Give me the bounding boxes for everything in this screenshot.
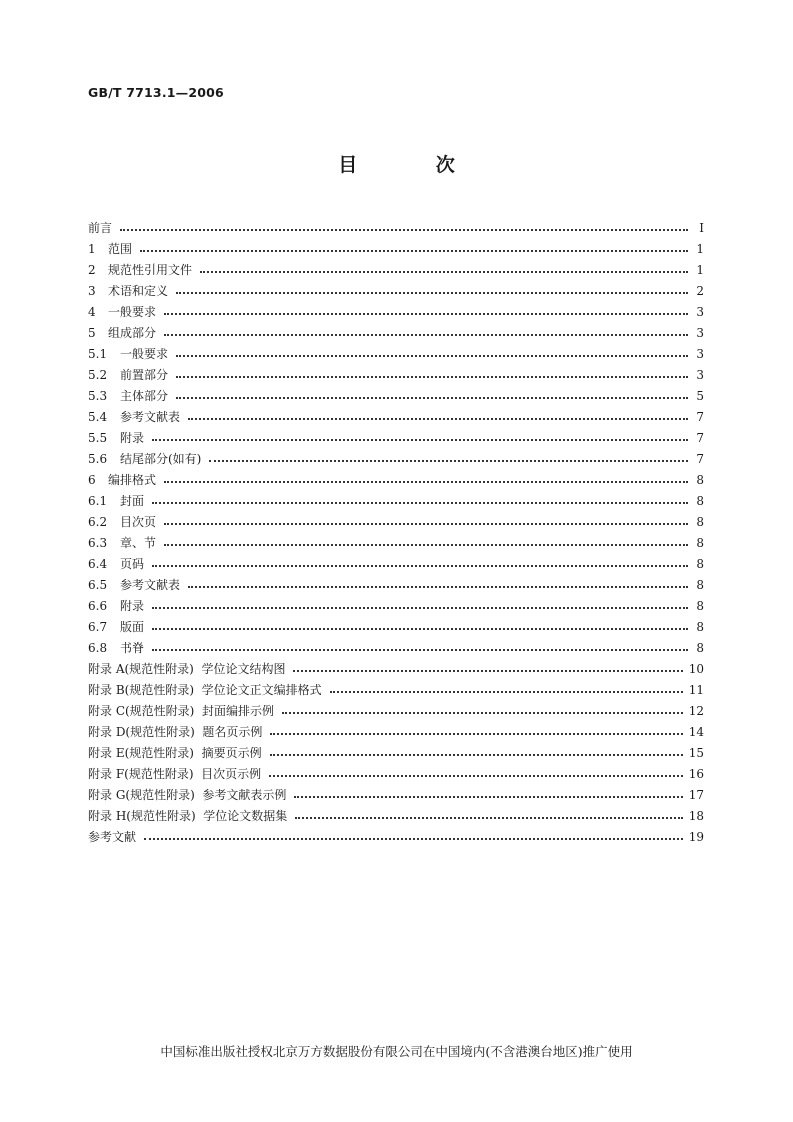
toc-entry-number: 6.2 (88, 515, 108, 529)
toc-entry-title (88, 576, 180, 593)
toc-entry-title (88, 639, 144, 656)
toc-entry-title (88, 555, 144, 572)
toc-entry-number: 5.5 (88, 431, 108, 445)
toc-entry-title (88, 366, 168, 383)
toc-entry-label: 书脊 (120, 641, 145, 655)
dot-leader (293, 669, 682, 672)
toc-entry-page: 17 (688, 787, 704, 802)
toc-entry-label: 目次页 (120, 515, 157, 529)
toc-entry[interactable] (88, 217, 704, 238)
toc-entry-label: 参考文献 (88, 830, 137, 844)
toc-entry-number: 6.8 (88, 641, 108, 655)
toc-entry-label: 附录 D(规范性附录) 题名页示例 (88, 725, 263, 739)
toc-entry-label: 封面 (120, 494, 145, 508)
toc-entry-label: 附录 F(规范性附录) 目次页示例 (88, 767, 262, 781)
dot-leader (140, 249, 688, 252)
toc-entry-label: 附录 A(规范性附录) 学位论文结构图 (88, 662, 286, 676)
toc-entry-page: 16 (688, 766, 704, 781)
dot-leader (164, 480, 688, 483)
toc-entry-page: 10 (688, 661, 704, 676)
toc-entry-title (88, 828, 136, 845)
toc-entry[interactable] (88, 532, 704, 553)
toc-entry[interactable] (88, 385, 704, 406)
toc-entry-title (88, 534, 156, 551)
toc-entry-title (88, 807, 287, 824)
toc-entry[interactable] (88, 826, 704, 847)
toc-entry[interactable] (88, 637, 704, 658)
toc-entry[interactable] (88, 322, 704, 343)
dot-leader (176, 375, 688, 378)
toc-entry-title (88, 660, 285, 677)
toc-entry-label: 附录 C(规范性附录) 封面编排示例 (88, 704, 274, 718)
toc-entry[interactable] (88, 553, 704, 574)
toc-entry-title (88, 471, 156, 488)
toc-entry-number: 5.6 (88, 452, 108, 466)
toc-entry-label: 编排格式 (108, 473, 157, 487)
toc-entry-label: 组成部分 (108, 326, 157, 340)
toc-entry[interactable] (88, 469, 704, 490)
dot-leader (330, 690, 683, 693)
dot-leader (152, 501, 688, 504)
toc-entry-label: 范围 (108, 242, 133, 256)
toc-entry-page: 8 (696, 640, 704, 655)
dot-leader (295, 816, 682, 819)
toc-entry-page: 15 (688, 745, 704, 760)
toc-entry[interactable] (88, 784, 704, 805)
toc-entry-page: 12 (688, 703, 704, 718)
toc-entry-page: 8 (696, 619, 704, 634)
toc-entry[interactable] (88, 742, 704, 763)
toc-entry-label: 附录 (120, 599, 145, 613)
toc-entry[interactable] (88, 259, 704, 280)
toc-entry-label: 参考文献表 (120, 578, 181, 592)
dot-leader (152, 606, 688, 609)
toc-entry[interactable] (88, 700, 704, 721)
toc-entry-label: 附录 E(规范性附录) 摘要页示例 (88, 746, 262, 760)
toc-entry-label: 章、节 (120, 536, 157, 550)
toc-entry[interactable] (88, 574, 704, 595)
toc-entry-label: 主体部分 (120, 389, 169, 403)
toc-entry-page: 3 (696, 346, 704, 361)
toc-entry-label: 附录 (120, 431, 145, 445)
toc-entry[interactable] (88, 238, 704, 259)
toc-entry[interactable] (88, 721, 704, 742)
toc-entry[interactable] (88, 805, 704, 826)
toc-entry-title (88, 723, 262, 740)
dot-leader (188, 585, 688, 588)
toc-entry-number: 4 (88, 305, 96, 319)
footer-notice: 中国标准出版社授权北京万方数据股份有限公司在中国境内(不含港澳台地区)推广使用 (160, 1044, 633, 1059)
toc-entry-title (88, 765, 261, 782)
toc-entry[interactable] (88, 406, 704, 427)
dot-leader (176, 396, 688, 399)
toc-entry-number: 6.6 (88, 599, 108, 613)
toc-entry-label: 附录 G(规范性附录) 参考文献表示例 (88, 788, 287, 802)
dot-leader (188, 417, 688, 420)
toc-entry[interactable] (88, 280, 704, 301)
dot-leader (152, 438, 688, 441)
toc-entry-title (88, 618, 144, 635)
toc-entry-page: 8 (696, 493, 704, 508)
toc-entry-title (88, 345, 168, 362)
toc-entry-page: 14 (688, 724, 704, 739)
toc-entry-number: 6.1 (88, 494, 108, 508)
toc-entry-page: 7 (696, 430, 704, 445)
toc-entry-page: 8 (696, 577, 704, 592)
toc-entry-title (88, 513, 156, 530)
toc-entry[interactable] (88, 679, 704, 700)
toc-entry-page: 3 (696, 325, 704, 340)
toc-entry-page: 19 (688, 829, 704, 844)
toc-entry-page: 3 (696, 367, 704, 382)
toc-entry-label: 规范性引用文件 (108, 263, 193, 277)
toc-entry-title (88, 681, 322, 698)
dot-leader (282, 711, 683, 714)
standard-code: GB/T 7713.1—2006 (88, 85, 224, 100)
dot-leader (164, 543, 688, 546)
dot-leader (176, 354, 688, 357)
toc-entry-number: 3 (88, 284, 96, 298)
toc-entry-title (88, 282, 168, 299)
toc-entry-page: 1 (696, 241, 704, 256)
dot-leader (209, 459, 688, 462)
toc-entry-title (88, 492, 144, 509)
toc-entry-title (88, 450, 201, 467)
toc-entry-page: 8 (696, 556, 704, 571)
toc-entry-page: 8 (696, 535, 704, 550)
toc-entry-title (88, 219, 112, 236)
toc-entry-number: 5 (88, 326, 96, 340)
toc-entry-label: 一般要求 (120, 347, 169, 361)
toc-entry-title (88, 303, 156, 320)
toc-entry-number: 6.3 (88, 536, 108, 550)
dot-leader (144, 837, 683, 840)
toc-entry-number: 6.5 (88, 578, 108, 592)
toc-entry-title (88, 408, 180, 425)
toc-entry[interactable] (88, 490, 704, 511)
dot-leader (164, 522, 688, 525)
toc-entry-title (88, 702, 274, 719)
toc-entry[interactable] (88, 616, 704, 637)
toc-entry-number: 5.2 (88, 368, 108, 382)
toc-entry-number: 6 (88, 473, 96, 487)
toc-entry-number: 2 (88, 263, 96, 277)
dot-leader (200, 270, 688, 273)
toc-entry-title (88, 240, 132, 257)
toc-entry[interactable] (88, 427, 704, 448)
toc-entry-label: 术语和定义 (108, 284, 169, 298)
toc-entry-label: 前置部分 (120, 368, 169, 382)
toc-entry-number: 6.4 (88, 557, 108, 571)
toc-entry-label: 附录 B(规范性附录) 学位论文正文编排格式 (88, 683, 322, 697)
dot-leader (164, 333, 688, 336)
toc-entry-number: 5.3 (88, 389, 108, 403)
toc-entry-page: Ⅰ (699, 220, 704, 235)
toc-entry-page: 8 (696, 598, 704, 613)
toc-entry[interactable] (88, 364, 704, 385)
toc-entry-number: 5.1 (88, 347, 108, 361)
toc-entry-page: 11 (688, 682, 704, 697)
toc-entry[interactable] (88, 658, 704, 679)
dot-leader (269, 774, 683, 777)
toc-entry-title (88, 387, 168, 404)
toc-entry-page: 2 (696, 283, 704, 298)
dot-leader (270, 753, 683, 756)
toc-entry-label: 一般要求 (108, 305, 157, 319)
dot-leader (270, 732, 682, 735)
toc-entry-page: 7 (696, 409, 704, 424)
toc-entry-page: 3 (696, 304, 704, 319)
toc-entry-page: 1 (696, 262, 704, 277)
toc-entry-title (88, 597, 144, 614)
toc-entry-number: 6.7 (88, 620, 108, 634)
dot-leader (152, 627, 688, 630)
toc-entry-number: 5.4 (88, 410, 108, 424)
toc-entry[interactable] (88, 343, 704, 364)
dot-leader (164, 312, 688, 315)
toc-entry-label: 参考文献表 (120, 410, 181, 424)
toc-entry-page: 7 (696, 451, 704, 466)
toc-entry[interactable] (88, 448, 704, 469)
page-title: 目 次 (338, 154, 491, 176)
toc-entry[interactable] (88, 511, 704, 532)
toc-entry-page: 5 (696, 388, 704, 403)
toc-entry-page: 8 (696, 472, 704, 487)
toc-entry-label: 版面 (120, 620, 145, 634)
toc-entry[interactable] (88, 595, 704, 616)
toc-entry-title (88, 324, 156, 341)
toc-entry-number: 1 (88, 242, 96, 256)
toc-entry-label: 附录 H(规范性附录) 学位论文数据集 (88, 809, 288, 823)
dot-leader (152, 564, 688, 567)
toc-entry[interactable] (88, 763, 704, 784)
toc-entry-title (88, 261, 192, 278)
table-of-contents (88, 217, 704, 847)
dot-leader (120, 228, 688, 231)
toc-entry-page: 18 (688, 808, 704, 823)
toc-entry-title (88, 744, 262, 761)
toc-entry[interactable] (88, 301, 704, 322)
toc-entry-label: 前言 (88, 221, 113, 235)
dot-leader (176, 291, 688, 294)
dot-leader (294, 795, 682, 798)
dot-leader (152, 648, 688, 651)
toc-entry-label: 页码 (120, 557, 145, 571)
toc-entry-page: 8 (696, 514, 704, 529)
toc-entry-title (88, 786, 286, 803)
toc-entry-label: 结尾部分(如有) (120, 452, 202, 466)
toc-entry-title (88, 429, 144, 446)
